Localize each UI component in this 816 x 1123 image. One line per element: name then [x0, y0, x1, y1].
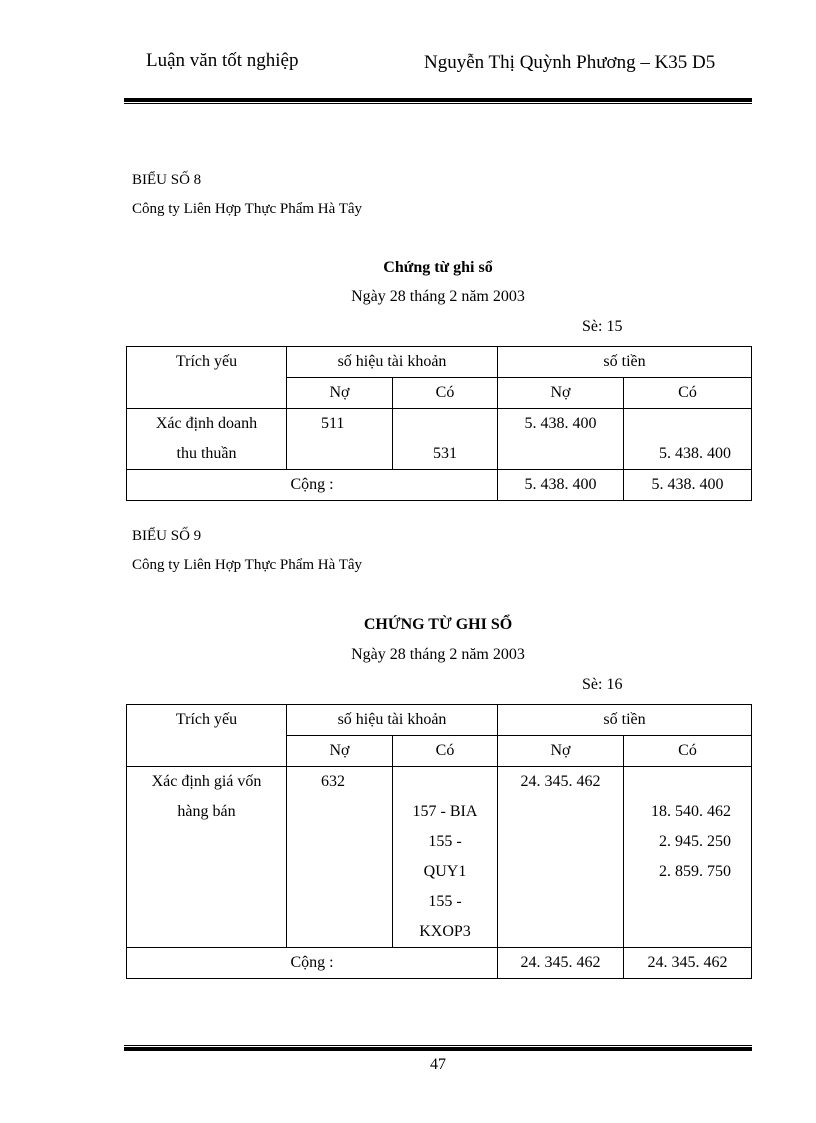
voucher-title-16: CHỨNG TỪ GHI SỔ — [363, 616, 513, 633]
entry-description: Xác định doanh thu thuần — [127, 409, 287, 470]
header-debit-account: Nợ — [287, 378, 393, 409]
entry-debit-account: 632 — [287, 767, 393, 948]
header-debit-amount: Nợ — [498, 378, 624, 409]
entry-credit-amount: 18. 540. 462 2. 945. 250 2. 859. 750 — [624, 767, 752, 948]
total-label: Cộng : — [127, 470, 498, 501]
total-row — [127, 470, 752, 501]
footer-rule — [124, 1045, 752, 1051]
form-label-9: BIỂU SỐ 9 — [132, 528, 202, 544]
header-debit-amount: Nợ — [498, 736, 624, 767]
header-credit-amount: Có — [624, 378, 752, 409]
entry-debit-amount: 5. 438. 400 — [498, 409, 624, 470]
header-credit-account: Có — [393, 378, 498, 409]
total-credit: 5. 438. 400 — [624, 470, 752, 501]
header-author: Nguyễn Thị Quỳnh Phương – K35 D5 — [424, 52, 716, 73]
header-rule — [124, 98, 752, 104]
total-debit: 24. 345. 462 — [498, 948, 624, 979]
entry-debit-amount: 24. 345. 462 — [498, 767, 624, 948]
header-account-number: số hiệu tài khoản — [287, 347, 498, 378]
entry-credit-account: 157 - BIA 155 - QUY1 155 - KXOP3 — [393, 767, 498, 948]
header-trich-yeu: Trích yếu — [127, 705, 287, 767]
header-trich-yeu: Trích yếu — [127, 347, 287, 409]
page-number: 47 — [430, 1056, 446, 1073]
header-account-number: số hiệu tài khoản — [287, 705, 498, 736]
company-name-1: Công ty Liên Hợp Thực Phẩm Hà Tây — [132, 201, 363, 217]
header-amount: số tiền — [498, 347, 752, 378]
entry-credit-account: 531 — [393, 409, 498, 470]
table-row — [127, 409, 752, 470]
form-label-8: BIỂU SỐ 8 — [132, 172, 202, 188]
company-name-2: Công ty Liên Hợp Thực Phẩm Hà Tây — [132, 557, 363, 573]
voucher-table-15 — [126, 346, 752, 501]
voucher-title-15: Chứng từ ghi sổ — [383, 259, 493, 276]
total-credit: 24. 345. 462 — [624, 948, 752, 979]
voucher-table-16 — [126, 704, 752, 979]
entry-debit-account: 511 — [287, 409, 393, 470]
total-row — [127, 948, 752, 979]
table-header-row — [127, 705, 752, 736]
header-thesis-title: Luận văn tốt nghiệp — [146, 50, 299, 71]
total-label: Cộng : — [127, 948, 498, 979]
voucher-number-16: Sè: 16 — [582, 676, 623, 693]
header-amount: số tiền — [498, 705, 752, 736]
entry-description: Xác định giá vốn hàng bán — [127, 767, 287, 948]
voucher-date-15: Ngày 28 tháng 2 năm 2003 — [351, 288, 525, 305]
voucher-date-16: Ngày 28 tháng 2 năm 2003 — [351, 646, 525, 663]
table-header-row — [127, 347, 752, 378]
voucher-number-15: Sè: 15 — [582, 318, 623, 335]
header-debit-account: Nợ — [287, 736, 393, 767]
total-debit: 5. 438. 400 — [498, 470, 624, 501]
header-credit-amount: Có — [624, 736, 752, 767]
header-credit-account: Có — [393, 736, 498, 767]
table-row — [127, 767, 752, 948]
entry-credit-amount: 5. 438. 400 — [624, 409, 752, 470]
